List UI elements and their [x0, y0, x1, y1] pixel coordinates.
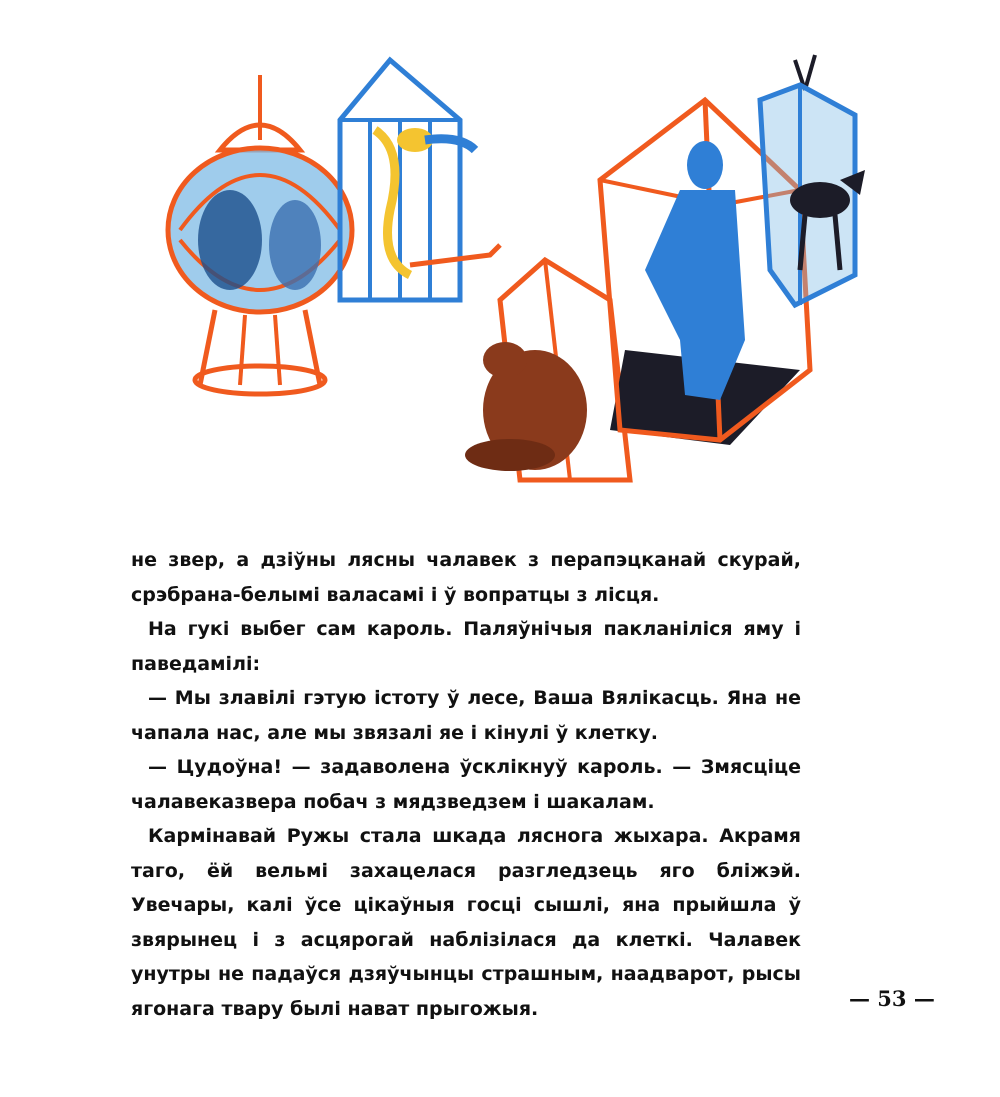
page-number: — 53 —: [849, 986, 935, 1011]
paragraph-1: не звер, а дзіўны лясны чалавек з перапэцканай скурай, срэбрана-белымі валасамі і ў вопратцы з лісця.: [131, 549, 801, 606]
bear-cage: [465, 260, 630, 480]
mermaid-cage: [168, 75, 352, 394]
bird-cage: [340, 60, 500, 300]
paragraph-5: Кармінавай Ружы стала шкада ляснога жыхара. Акрамя таго, ёй вельмі захацелася разгледзець яго бліжэй. Увечары, калі ўсе цікаўныя госці сышлі, яна прыйшла ў звярынец і з асцярогай наблізілася да клеткі. Чалавек унутры не падаўся дзяўчынцы страшным, наадварот, рысы ягонага твару былі нават прыгожыя.: [131, 825, 801, 1020]
story-text: [131, 543, 801, 1026]
jackal-cage: [760, 55, 865, 305]
cages-illustration: [160, 40, 880, 510]
paragraph-2: На гукі выбег сам кароль. Паляўнічыя пакланіліся яму і паведамілі:: [131, 618, 801, 675]
paragraph-4: — Цудоўна! — задаволена ўсклікнуў кароль. — Змясціце чалавеказвера побач з мядзведзем і шакалам.: [131, 756, 801, 813]
paragraph-3: — Мы злавілі гэтую істоту ў лесе, Ваша Вялікасць. Яна не чапала нас, але мы звязалі яе і кінулі ў клетку.: [131, 687, 801, 744]
